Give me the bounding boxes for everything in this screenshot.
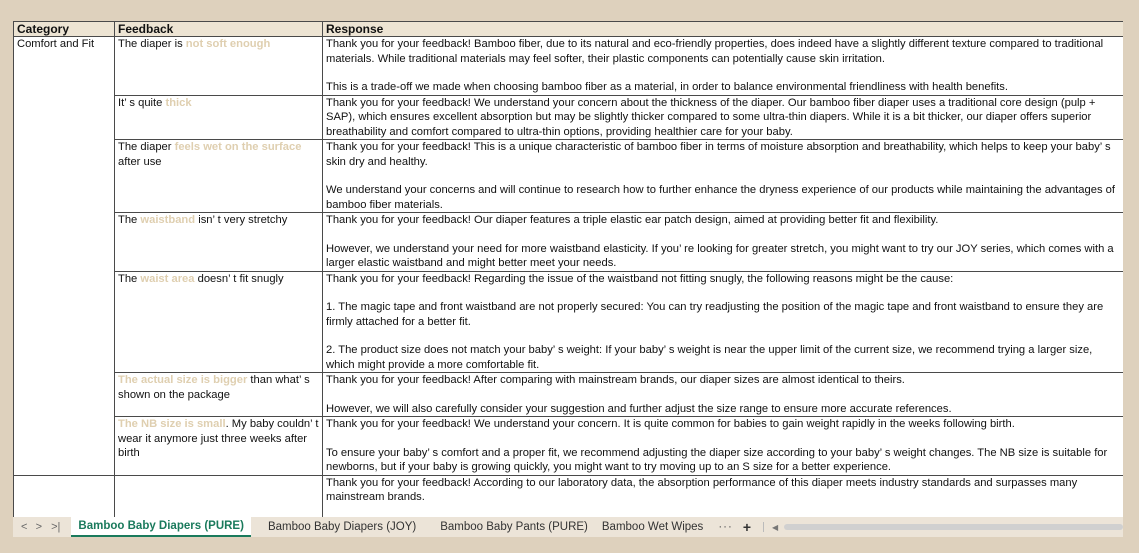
table-row [14,417,1124,476]
feedback-highlight: waistband [140,214,196,226]
prev-sheet-button[interactable]: < [21,521,28,533]
response-cell[interactable]: Thank you for your feedback! After comparing with mainstream brands, our diaper sizes are almost identical to theirs. However, we will also carefully consider your suggestion and further adjust the size range to ensure more accurate references. [323,373,1124,417]
feedback-table [13,21,1123,517]
category-cell[interactable]: Comfort and Fit [14,37,115,476]
feedback-cell[interactable]: The NB size is small. My baby couldn’ t wear it anymore just three weeks after birth [115,417,323,476]
response-cell[interactable]: Thank you for your feedback! We understand your concern about the thickness of the diaper. Our bamboo fiber diaper uses a traditional core design (pulp + SAP), which ensures excellent absorption but may be slightly thicker compared to some ultra-thin diapers. While it is a bit thicker, our diaper offers superior breathability and comfort compared to ultra-thin options, providing healthier care for your baby. [323,95,1124,140]
response-cell[interactable]: Thank you for your feedback! This is a unique characteristic of bamboo fiber in terms of moisture absorption and breathability, which helps to keep your baby’ s skin dry and healthy. We understand your concerns and will continue to research how to further enhance the dryness experience of our products while maintaining the advantages of bamboo fiber materials. [323,140,1124,213]
add-sheet-button[interactable]: + [742,519,751,535]
response-cell[interactable]: Thank you for your feedback! According to our laboratory data, the absorption performance of this diaper meets industry standards and surpasses many mainstream brands. [323,475,1124,517]
header-feedback[interactable]: Feedback [115,22,323,37]
feedback-cell[interactable]: The diaper feels wet on the surface after use [115,140,323,213]
response-cell[interactable]: Thank you for your feedback! Bamboo fiber, due to its natural and eco-friendly properties, does indeed have a slightly different texture compared to traditional materials. While traditional materials may feel softer, their plastic components can potentially cause skin irritation. This is a trade-off we made when choosing bamboo fiber as a material, in order to balance environmental friendliness with health benefits. [323,37,1124,96]
sheet-tab-pure-pants[interactable]: Bamboo Baby Pants (PURE) [440,521,588,533]
horizontal-scrollbar[interactable] [784,524,1123,530]
feedback-highlight: The NB size is small [118,418,226,430]
more-sheets-button[interactable]: ··· [718,521,733,533]
table-row [14,373,1124,417]
last-sheet-button[interactable]: >| [51,521,61,533]
header-response[interactable]: Response [323,22,1124,37]
scroll-left-arrow-icon[interactable]: ◀ [771,522,779,532]
response-cell[interactable]: Thank you for your feedback! We understand your concern. It is quite common for babies to gain weight rapidly in the weeks following birth. To ensure your baby’ s comfort and a proper fit, we recommend adjusting the diaper size according to your baby’ s weight changes. The NB size is suitable for newborns, but if your baby is growing quickly, you might want to try moving up to an S size for a better experience. [323,417,1124,476]
feedback-highlight: feels wet on the surface [174,141,302,153]
sheet-tab-bar [13,517,1123,537]
header-category[interactable]: Category [14,22,115,37]
table-row [14,140,1124,213]
response-cell[interactable]: Thank you for your feedback! Our diaper features a triple elastic ear patch design, aimed at providing better fit and flexibility. However, we understand your need for more waistband elasticity. If you’ re looking for greater stretch, you might want to try our JOY series, which comes with a larger elastic waistband and might better meet your needs. [323,213,1124,272]
next-sheet-button[interactable]: > [35,521,43,533]
feedback-cell[interactable]: The actual size is bigger than what’ s shown on the package [115,373,323,417]
tab-divider [763,522,764,532]
category-cell[interactable] [14,475,115,517]
feedback-cell[interactable]: The waist area doesn’ t fit snugly [115,271,323,373]
sheet-tab-pure-diapers[interactable]: Bamboo Baby Diapers (PURE) [71,517,251,537]
feedback-cell[interactable]: It’ s quite thick [115,95,323,140]
header-row [14,22,1124,37]
table-row [14,213,1124,272]
feedback-highlight: not soft enough [185,38,271,50]
table-row [14,95,1124,140]
sheet-tab-wet-wipes[interactable]: Bamboo Wet Wipes [601,521,704,533]
sheet-tab-joy-diapers[interactable]: Bamboo Baby Diapers (JOY) [267,521,417,533]
table-row [14,37,1124,96]
response-cell[interactable]: Thank you for your feedback! Regarding the issue of the waistband not fitting snugly, the following reasons might be the cause: 1. The magic tape and front waistband are not properly secured: You can try readjusting the position of the magic tape and front waistband to ensure they are firmly attached for a better fit. 2. The product size does not match your baby’ s weight: If your baby’ s weight is near the upper limit of the current size, we recommend trying a larger size, which might provide a more comfortable fit. [323,271,1124,373]
feedback-cell[interactable] [115,475,323,517]
feedback-highlight: The actual size is bigger [118,374,248,386]
table-row [14,271,1124,373]
feedback-highlight: thick [165,96,192,109]
feedback-cell[interactable]: The waistband isn’ t very stretchy [115,213,323,272]
table-row [14,475,1124,517]
feedback-cell[interactable]: The diaper is not soft enough [115,37,323,96]
spreadsheet-grid[interactable] [13,21,1123,517]
feedback-highlight: waist area [140,272,195,285]
